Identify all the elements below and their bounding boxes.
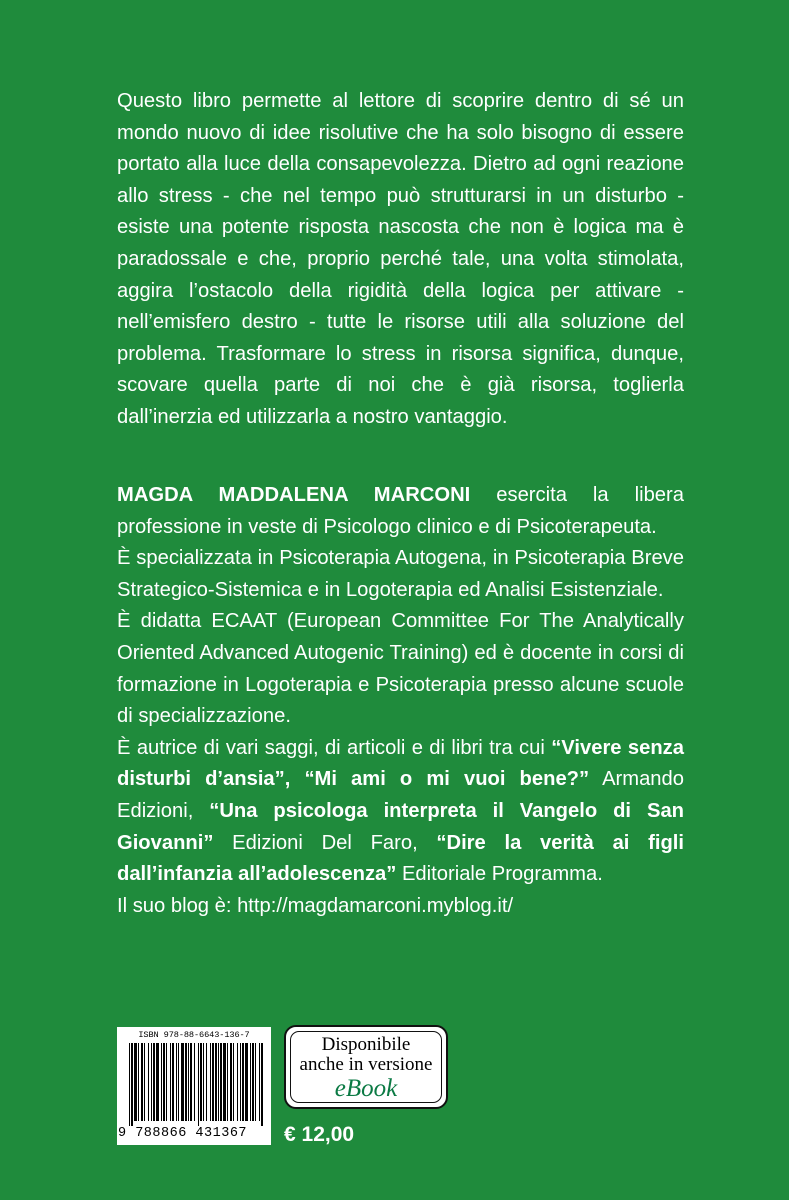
work-title-3: “Dire la verità ai figli dall’infanzia all’adolescenza” [117,831,684,886]
work-publisher-3: Editoriale Programma. [396,863,603,886]
bio-intro-text: esercita la libera professione in veste di Psicologo clinico e di Psicoterapeuta. [117,484,684,538]
author-bio [117,480,684,922]
bio-blog: Il suo blog è: http://magdamarconi.myblog.it/ [117,894,514,917]
price: € 12,00 [284,1123,355,1146]
ean-digits: 9 788866 431367 [118,1126,248,1141]
ebook-badge [284,1025,448,1109]
works-intro: È autrice di vari saggi, di articoli e di libri tra cui [117,736,552,759]
bio-specialization: È specializzata in Psicoterapia Autogena, in Psicoterapia Breve Strategico-Sistemica e in Logoterapia ed Analisi Esistenziale. [117,547,684,601]
ebook-badge-line2: anche in versione [299,1054,433,1075]
work-publisher-2: Edizioni Del Faro, [213,831,437,854]
ebook-badge-line1: Disponibile [321,1034,411,1055]
isbn-label: ISBN 978-88-6643-136-7 [138,1030,250,1040]
ebook-badge-label: eBook [334,1075,398,1102]
isbn-barcode [117,1027,271,1145]
blurb-paragraph: Questo libro permette al lettore di scoprire dentro di sé un mondo nuovo di idee risolutive che ha solo bisogno di essere portato alla luce della consapevolezza. Dietro ad ogni reazione allo stress - che nel tempo può strutturarsi in un disturbo - esiste una potente risposta nascosta che non è logica ma è paradossale e che, proprio perché tale, una volta stimolata, aggira l’ostacolo della rigidità della logica per attivare - nell’emisfero destro - tutte le risorse utili alla soluzione del problema. Trasformare lo stress in risorsa significa, dunque, scovare quella parte di noi che è già risorsa, toglierla dall’inerzia ed utilizzarla a nostro vantaggio. [117,90,684,428]
work-title-2: “Una psicologa interpreta il Vangelo di San Giovanni” [117,799,685,854]
work-publisher-1: Armando Edizioni, [117,768,684,822]
work-title-1: “Vivere senza disturbi d’ansia”, “Mi ami o mi vuoi bene?” [117,736,684,791]
author-name: MAGDA MADDALENA MARCONI [117,484,471,506]
bio-works [117,733,684,891]
barcode-bars [129,1043,265,1126]
bio-teaching: È didatta ECAAT (European Committee For The Analytically Oriented Advanced Autogenic Training) ed è docente in corsi di formazione in Logoterapia e Psicoterapia presso alcune scuole di specializzazione. [117,610,684,728]
bio-intro [117,480,684,543]
